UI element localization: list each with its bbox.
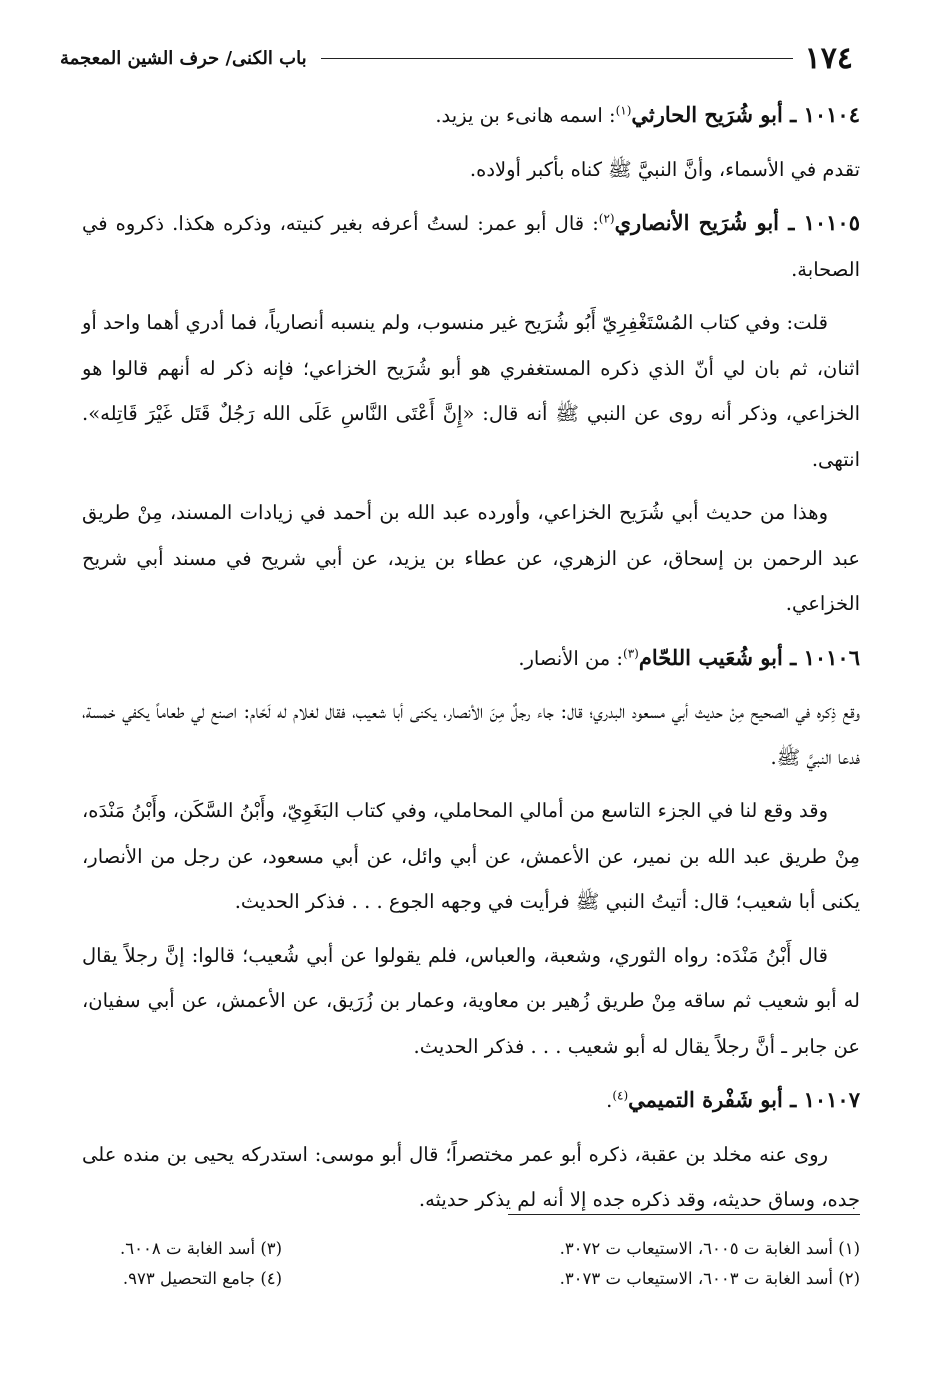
entry-text: : قال أبو عمر: لستُ أعرفه بغير كنيته، وذكره هكذا. ذكروه في الصحابة. [82,212,860,281]
page-number: ١٧٤ [804,40,853,76]
paragraph: وقع ذِكره في الصحيح مِنْ حديث أبي مسعود البدري؛ قال: جاء رجلٌ مِنَ الأنصار، يكنى أبا شعيب، فقال لغلام له لَحّام: اصنع لي طعاماً يكفي خمسة، فدعا النبيَّ ﷺ. [82,700,860,769]
footnote-ref: (٣) [623,646,639,660]
entry-heading: ١٠١٠٧ ـ أبو شَفْرة التميمي [628,1087,860,1112]
footnotes [120,1234,860,1294]
footnote-ref: (٢) [598,211,615,226]
entry-heading: ١٠١٠٤ ـ أبو شُرَيح الحارثي [631,102,860,127]
footnote-column-right [560,1234,860,1294]
entry-text: . [606,1089,613,1112]
paragraph: قال أَبْنُ مَنْدَه: رواه الثوري، وشعبة، والعباس، فلم يقولوا عن أبي شُعيب؛ قالوا: إنَّ رجلاً يقال له أبو شعيب ثم ساقه مِنْ طريق زُهير بن معاوية، وعمار بن زُرَيق، عن الأعمش، عن أبي سفيان، عن جابر ـ أنَّ رجلاً يقال له أبو شعيب . . . فذكر الحديث. [82,943,860,1058]
header-rule [321,58,793,59]
main-text [82,92,860,1231]
entry-10107 [82,1077,860,1124]
entry-heading: ١٠١٠٥ ـ أبو شُرَيح الأنصاري [614,210,860,235]
footnote-1: (١) أسد الغابة ت ٦٠٠٥، الاستيعاب ت ٣٠٧٢. [559,1239,860,1258]
entry-10106 [82,635,860,682]
footnote-4: (٤) جامع التحصيل ٩٧٣. [122,1269,283,1288]
footnote-column-left [120,1234,282,1294]
entry-10104 [82,92,860,139]
paragraph: قلت: وفي كتاب المُسْتَغْفِرِيّ أَبُو شُرَيح غير منسوب، ولم ينسبه أنصارياً، فما أدري أهما واحد أو اثنان، ثم بان لي أنّ الذي ذكره المستغفري هو أبو شُرَيح الخزاعي؛ فإنه ذكر له أنهم قالوا هو الخزاعي، وذكر أنه روى عن النبي ﷺ أنه قال: «إِنَّ أَعْتَى النَّاسِ عَلَى الله رَجُلٌ قَتَل غَيْرَ قَاتِله». انتهى. [82,311,860,471]
footnote-rule [508,1214,860,1215]
entry-heading: ١٠١٠٦ ـ أبو شُعَيب اللحّام [638,644,860,670]
paragraph: تقدم في الأسماء، وأنَّ النبيَّ ﷺ كناه بأكبر أولاده. [469,157,860,181]
footnote-ref: (١) [615,103,632,118]
entry-10105 [82,200,860,292]
footnote-2: (٢) أسد الغابة ت ٦٠٠٣، الاستيعاب ت ٣٠٧٣. [559,1269,860,1288]
paragraph: وهذا من حديث أبي شُرَيح الخزاعي، وأورده عبد الله بن أحمد في زيادات المسند، مِنْ طريق عبد الرحمن بن إسحاق، عن الزهري، عن عطاء بن يزيد، عن أبي شريح في مسند أبي شريح الخزاعي. [82,501,860,615]
footnote-ref: (٤) [612,1088,629,1103]
page-header [60,38,853,78]
footnote-3: (٣) أسد الغابة ت ٦٠٠٨. [120,1239,283,1258]
entry-text: : من الأنصار. [518,646,624,670]
entry-text: : اسمه هانىء بن يزيد. [435,104,616,127]
paragraph: وقد وقع لنا في الجزء التاسع من أمالي المحاملي، وفي كتاب البَغَوِيّ، وأَبْنُ السَّكَن، وأَبْنُ مَنْدَه، مِنْ طريق عبد الله بن نمير، عن الأعمش، عن أبي وائل، عن أبي مسعود، عن رجل من الأنصار، يكنى أبا شعيب؛ قال: أتيتُ النبي ﷺ فرأيت في وجهه الجوع . . . فذكر الحديث. [82,799,860,913]
running-title: باب الكنى/ حرف الشين المعجمة [60,47,307,69]
paragraph: روى عنه مخلد بن عقبة، ذكره أبو عمر مختصراً؛ قال أبو موسى: استدركه يحيى بن منده على جده، وساق حديثه، وقد ذكره جده إلا أنه لم يذكر حديثه. [82,1142,860,1211]
